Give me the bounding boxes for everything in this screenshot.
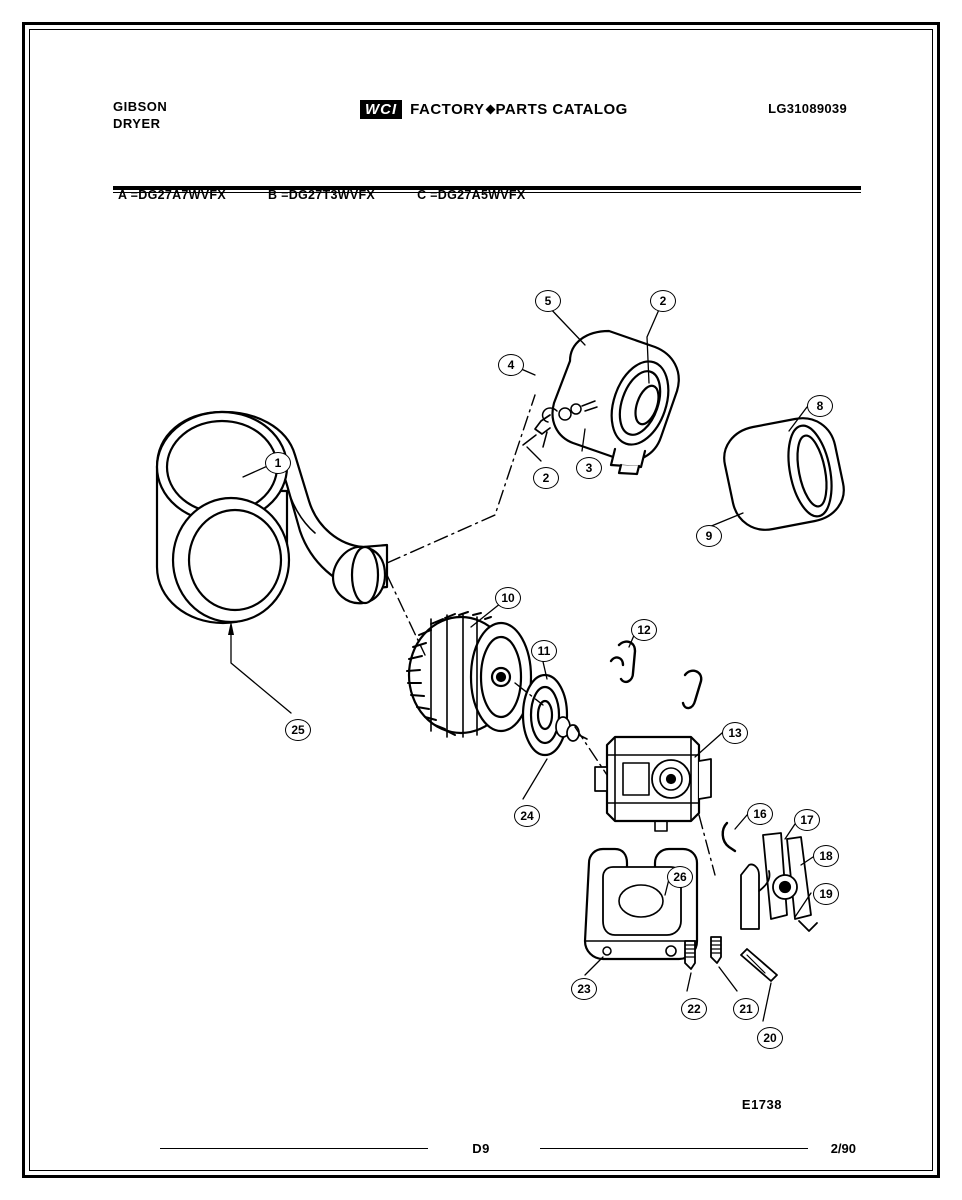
retaining-clip-12: [611, 642, 635, 682]
callout-12: 12: [631, 619, 657, 641]
brand-name: GIBSON: [113, 99, 168, 114]
blower-housing-part: [157, 412, 387, 623]
callout-25: 25: [285, 719, 311, 741]
callout-3: 3: [576, 457, 602, 479]
callout-2: 2: [650, 290, 676, 312]
callout-11: 11: [531, 640, 557, 662]
callout-23: 23: [571, 978, 597, 1000]
callout-26: 26: [667, 866, 693, 888]
diamond-icon: [485, 105, 495, 115]
callout-21: 21: [733, 998, 759, 1020]
callout-17: 17: [794, 809, 820, 831]
model-b-group: [268, 188, 375, 202]
model-a-value: DG27A7WVFX: [138, 188, 226, 202]
model-c-value: DG27A5WVFX: [437, 188, 526, 202]
exploded-parts-diagram: [95, 215, 870, 1075]
catalog-title-part2: PARTS CATALOG: [495, 101, 628, 118]
product-type: DRYER: [113, 116, 161, 131]
diagram-artwork: [95, 215, 870, 1075]
screw-22: [685, 941, 695, 969]
callout-22: 22: [681, 998, 707, 1020]
callout-5: 5: [535, 290, 561, 312]
drawing-code: E1738: [741, 1097, 782, 1112]
screw-21: [711, 937, 721, 963]
retaining-clip-16: [683, 671, 701, 708]
screw-20: [741, 949, 777, 981]
model-c-prefix: C =: [417, 188, 438, 202]
retaining-clip-16b: [723, 823, 735, 851]
callout-24: 24: [514, 805, 540, 827]
callout-13: 13: [722, 722, 748, 744]
model-a-group: [118, 188, 226, 202]
revision-date: 2/90: [830, 1141, 856, 1156]
model-a-prefix: A =: [118, 188, 139, 202]
callout-8: 8: [807, 395, 833, 417]
callout-4: 4: [498, 354, 524, 376]
model-legend: [118, 188, 526, 202]
drive-motor-part: [523, 331, 679, 474]
section-code: D9: [472, 1141, 490, 1156]
callout-19: 19: [813, 883, 839, 905]
catalog-title-part1: FACTORY: [410, 101, 485, 118]
callout-18: 18: [813, 845, 839, 867]
wci-logo: WCI: [360, 100, 402, 119]
model-c-group: [417, 188, 525, 202]
callout-10: 10: [495, 587, 521, 609]
motor-assembly-part: [595, 737, 711, 831]
motor-pulley-part: [523, 675, 587, 755]
catalog-number: LG31089039: [768, 101, 847, 116]
brand-block: [113, 98, 167, 132]
callout-20: 20: [757, 1027, 783, 1049]
idler-arm-assembly-part: [741, 833, 817, 931]
callout-9: 9: [696, 525, 722, 547]
model-b-prefix: B =: [268, 188, 289, 202]
model-b-value: DG27T3WVFX: [288, 188, 376, 202]
callout-1: 1: [265, 452, 291, 474]
callout-2b: 2: [533, 467, 559, 489]
catalog-title: [360, 100, 628, 119]
blower-wheel-part: [407, 612, 531, 737]
callout-16: 16: [747, 803, 773, 825]
